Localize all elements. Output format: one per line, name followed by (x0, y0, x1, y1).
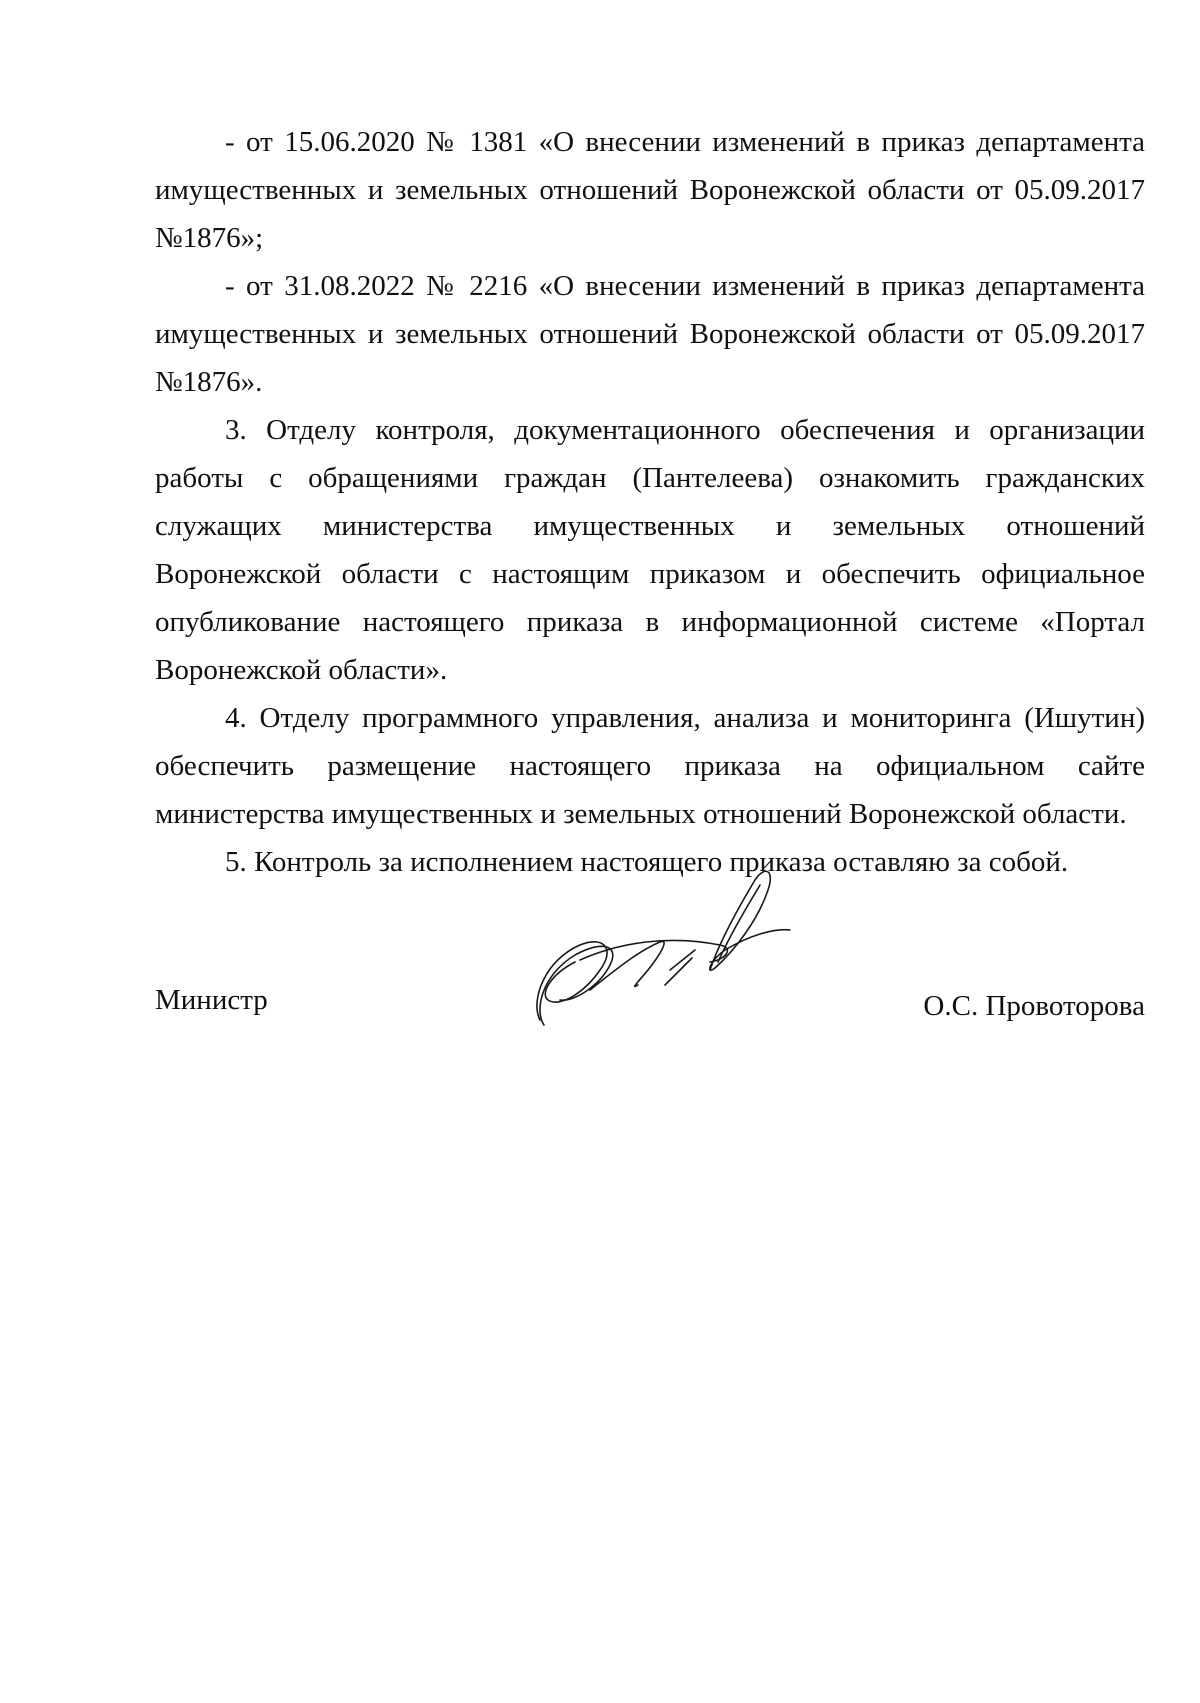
paragraph-item-5: 5. Контроль за исполнением настоящего приказа оставляю за собой. (225, 846, 1069, 878)
signatory-name: О.С. Провоторова (923, 990, 1145, 1022)
paragraph-amendment-2020: - от 15.06.2020 № 1381 «О внесении изменений в приказ департамента имущественных и земельных отношений Воронежской области от 05.09.2017 №1876»; (155, 126, 1145, 254)
signatory-position: Министр (155, 984, 268, 1016)
signature-block (155, 980, 1145, 1020)
paragraph-amendment-2022: - от 31.08.2022 № 2216 «О внесении изменений в приказ департамента имущественных и земельных отношений Воронежской области от 05.09.2017 №1876». (155, 270, 1145, 398)
handwritten-signature (520, 850, 800, 1050)
document-body (155, 118, 1145, 886)
paragraph-item-4: 4. Отделу программного управления, анализа и мониторинга (Ишутин) обеспечить размещение настоящего приказа на официальном сайте министерства имущественных и земельных отношений Воронежской области. (155, 702, 1145, 830)
paragraph-item-3: 3. Отделу контроля, документационного обеспечения и организации работы с обращениями граждан (Пантелеева) ознакомить гражданских служащих министерства имущественных и земельных отношений Воронежской области с настоящим приказом и обеспечить официальное опубликование настоящего приказа в информационной системе «Портал Воронежской области». (155, 414, 1145, 686)
